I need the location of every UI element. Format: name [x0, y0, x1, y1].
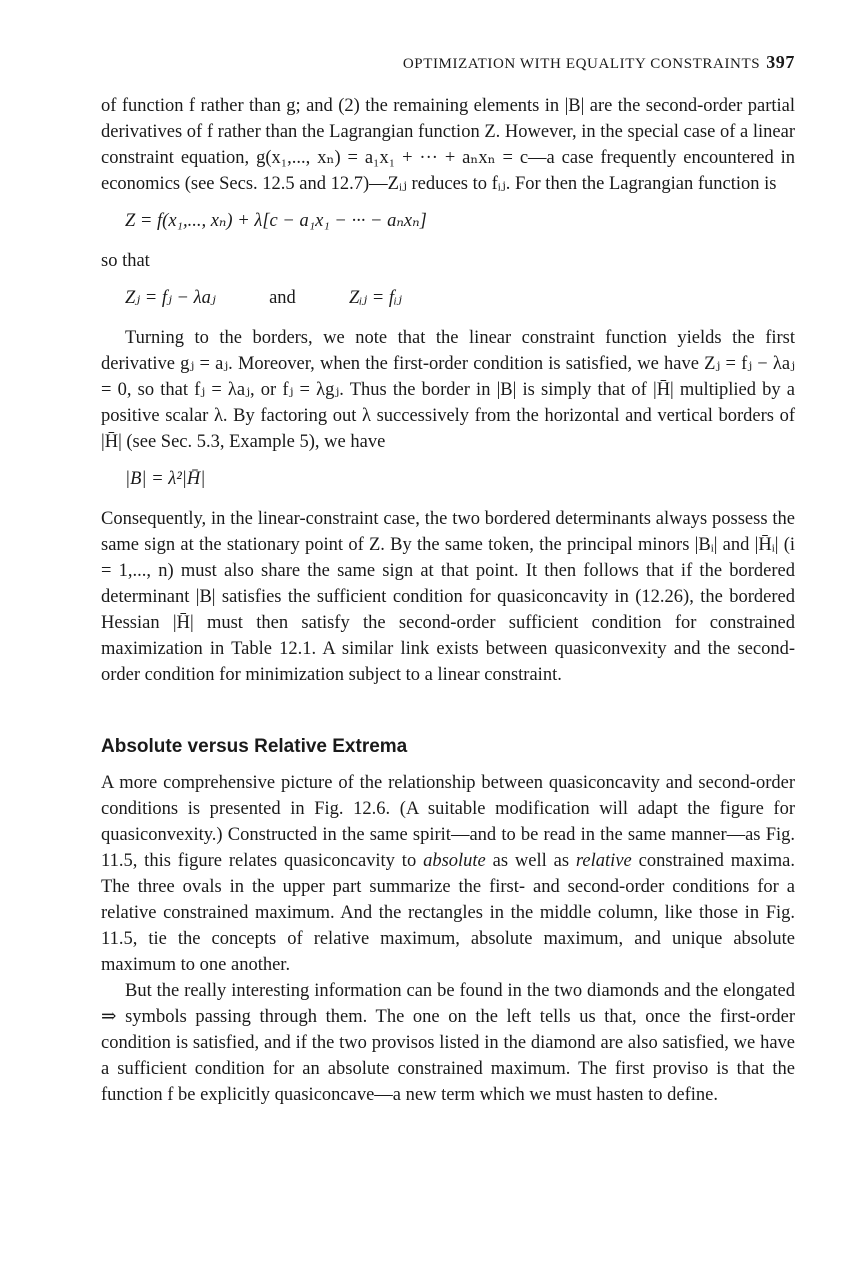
equation-lagrangian: Z = f(x₁,..., xₙ) + λ[c − a₁x₁ − ··· − aₙxₙ] — [125, 211, 427, 231]
equation-derivatives — [125, 285, 795, 311]
running-title: OPTIMIZATION WITH EQUALITY CONSTRAINTS — [402, 56, 761, 72]
equation-and-word: and — [269, 288, 296, 308]
paragraph-1: of function f rather than g; and (2) the remaining elements in |B| are the second-order partial derivatives of f rather than the Lagrangian function Z. However, in the special case of a linear constraint equation, g(x₁,..., xₙ) = a₁x₁ + ··· + aₙxₙ = c—a case frequently encountered in economics (see Secs. 12.5 and 12.7)—Zᵢⱼ reduces to fᵢⱼ. For then the Lagrangian function is — [101, 96, 795, 194]
equation-derivative-first: Zⱼ = fⱼ − λaⱼ — [125, 288, 216, 308]
paragraph-5: But the really interesting information can be found in the two diamonds and the elongated ⇒ symbols passing through them. The one on the left tells us that, once the first-order condition is satisfied, and if the two provisos listed in the diamond are also satisfied, we have a sufficient condition for an absolute constrained maximum. The first proviso is that the function f be explicitly quasiconcave—a new term which we must hasten to define. — [101, 981, 795, 1105]
page — [101, 52, 795, 1108]
paragraph-2: Turning to the borders, we note that the linear constraint function yields the first derivative gⱼ = aⱼ. Moreover, when the first-order condition is satisfied, we have Zⱼ = fⱼ − λaⱼ = 0, so that fⱼ = λaⱼ, or fⱼ = λgⱼ. Thus the border in |B| is simply that of |H̄| multiplied by a positive scalar λ. By factoring out λ successively from the horizontal and vertical borders of |H̄| (see Sec. 5.3, Example 5), we have — [101, 328, 795, 452]
running-header — [101, 52, 795, 73]
equation-derivative-second: Zᵢⱼ = fᵢⱼ — [349, 288, 402, 308]
paragraph-4-part-b: as well as — [485, 851, 576, 871]
emphasis-absolute: absolute — [423, 851, 486, 871]
paragraph-4 — [101, 770, 795, 978]
so-that-text: so that — [101, 251, 150, 271]
paragraph-3: Consequently, in the linear-constraint case, the two bordered determinants always possess the same sign at the stationary point of Z. By the same token, the principal minors |Bᵢ| and |H̄ᵢ| (i = 1,..., n) must also share the same sign at that point. It then follows that if the bordered determinant |B| satisfies the sufficient condition for quasiconcavity in (12.26), the bordered Hessian |H̄| must then satisfy the second-order sufficient condition for constrained maximization in Table 12.1. A similar link exists between quasiconvexity and the second-order condition for minimization subject to a linear constraint. — [101, 509, 795, 685]
paragraph-4-part-a: A more comprehensive picture of the relationship between quasiconcavity and second-order conditions is presented in Fig. 12.6. (A suitable modification will adapt the figure for quasiconvexity.) Constructed in the same spirit—and to be read in the same manner—as Fig. 11.5, this figure relates quasiconcavity to — [101, 773, 795, 871]
section-heading: Absolute versus Relative Extrema — [101, 736, 408, 757]
equation-bordered: |B| = λ²|H̄| — [125, 469, 206, 489]
emphasis-relative: relative — [575, 851, 632, 871]
page-number: 397 — [766, 52, 795, 72]
paragraph-4-part-c: constrained maxima. The three ovals in the upper part summarize the first- and second-order conditions for a relative constrained maximum. And the rectangles in the middle column, like those in Fig. 11.5, tie the concepts of relative maximum, absolute maximum, and unique absolute maximum to one another. — [101, 851, 795, 975]
